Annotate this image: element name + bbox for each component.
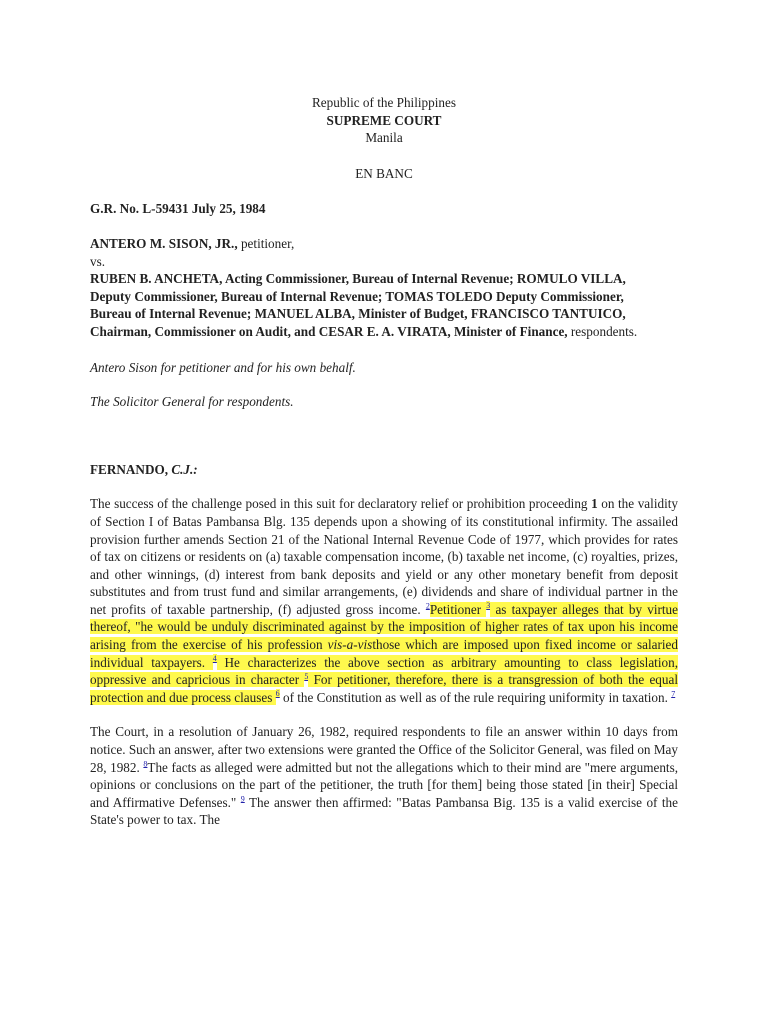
footnote-7[interactable]: 7 <box>671 689 676 699</box>
ponente-title: C.J.: <box>168 461 198 477</box>
parties-block <box>90 235 678 341</box>
para2-text-1: The Court, in a resolution of January 26, 1982, required respondents to file an answer within 10 days from notice. Such an answer, after two extensions were granted the Office of the Solicitor General, was filed on May 28, 1982. <box>90 724 678 775</box>
footnote-2[interactable]: 2 <box>425 601 430 611</box>
counsel-respondents: The Solicitor General for respondents. <box>90 394 294 410</box>
header-supreme-court: SUPREME COURT <box>326 112 442 128</box>
footnote-9[interactable]: 9 <box>240 794 245 804</box>
footnote-4[interactable]: 4 <box>212 654 217 664</box>
petitioner-name: ANTERO M. SISON, JR., <box>90 235 238 251</box>
paragraph-2 <box>90 723 678 829</box>
ponente <box>90 461 678 479</box>
counsel-petitioner: Antero Sison for petitioner and for his own behalf. <box>90 359 356 375</box>
footnote-5[interactable]: 5 <box>304 671 309 681</box>
header-republic: Republic of the Philippines <box>312 95 456 110</box>
header-division: EN BANC <box>355 165 413 181</box>
footnote-8[interactable]: 8 <box>143 759 148 769</box>
para1-highlight-4: He characterizes the above section as arbitrary amounting to class legislation, oppressive and capricious in character <box>90 654 678 688</box>
para1-highlight-1: Petitioner <box>429 601 482 617</box>
court-header <box>90 94 678 182</box>
para1-highlight-2: as taxpayer alleges that by virtue thereof, "he would be unduly discriminated against by the imposition of higher rates of tax upon his income arising from the exercise of his profession <box>90 601 679 653</box>
para1-highlight-5: For petitioner, therefore, there is a transgression of both the equal protection and due process clauses <box>90 672 679 705</box>
ponente-name: FERNANDO, <box>90 461 169 477</box>
footnote-3[interactable]: 3 <box>486 601 491 611</box>
para1-highlight-3: those which are imposed upon fixed income or salaried individual taxpayers. <box>90 637 678 670</box>
respondents-line <box>90 270 650 340</box>
para1-highlight-italic: vis-a-vis <box>327 637 373 653</box>
paragraph-1 <box>90 495 678 706</box>
respondents-names: RUBEN B. ANCHETA, Acting Commissioner, Bureau of Internal Revenue; ROMULO VILLA, Deputy Commissioner, Bureau of Internal Revenue; TOMAS TOLEDO Deputy Commissioner, Bureau of Internal Revenue; MANUEL ALBA, Minister of Budget, FRANCISCO TANTUICO, Chairman, Commissioner on Audit, and CESAR E. A. VIRATA, Minister of Finance, <box>90 271 626 339</box>
petitioner-line <box>90 235 678 253</box>
respondents-role: respondents. <box>567 323 638 339</box>
versus: vs. <box>90 253 106 269</box>
para1-text-3: of the Constitution as well as of the rule requiring uniformity in taxation. <box>279 689 668 705</box>
para1-text-2: on the validity of Section I of Batas Pambansa Blg. 135 depends upon a showing of its constitutional infirmity. The assailed provision further amends Section 21 of the National Internal Revenue Code of 1977, which provides for rates of tax on citizens or residents on (a) taxable compensation income, (b) taxable net income, (c) royalties, prizes, and other winnings, (d) interest from bank deposits and yield or any other monetary benefit from deposit substitutes and from trust fund and similar arrangements, (e) dividends and share of individual partner in the net profits of taxable partnership, (f) adjusted gross income. <box>90 496 678 617</box>
document-page <box>90 94 678 829</box>
para1-text-1: The success of the challenge posed in this suit for declaratory relief or prohibition proceeding <box>90 496 592 512</box>
para2-text-2: The facts as alleged were admitted but not the allegations which to their mind are "mere arguments, opinions or conclusions on the part of the petitioner, the truth [for them] being those stated [in their] Special and Affirmative Defenses." <box>90 759 679 810</box>
para2-text-3: The answer then affirmed: "Batas Pambansa Big. 135 is a valid exercise of the State's power to tax. The <box>90 794 679 828</box>
header-city: Manila <box>365 130 403 146</box>
petitioner-role: petitioner, <box>237 235 295 251</box>
footnote-1[interactable]: 1 <box>591 496 598 512</box>
case-number: G.R. No. L-59431 July 25, 1984 <box>90 201 266 217</box>
footnote-6[interactable]: 6 <box>275 689 280 699</box>
